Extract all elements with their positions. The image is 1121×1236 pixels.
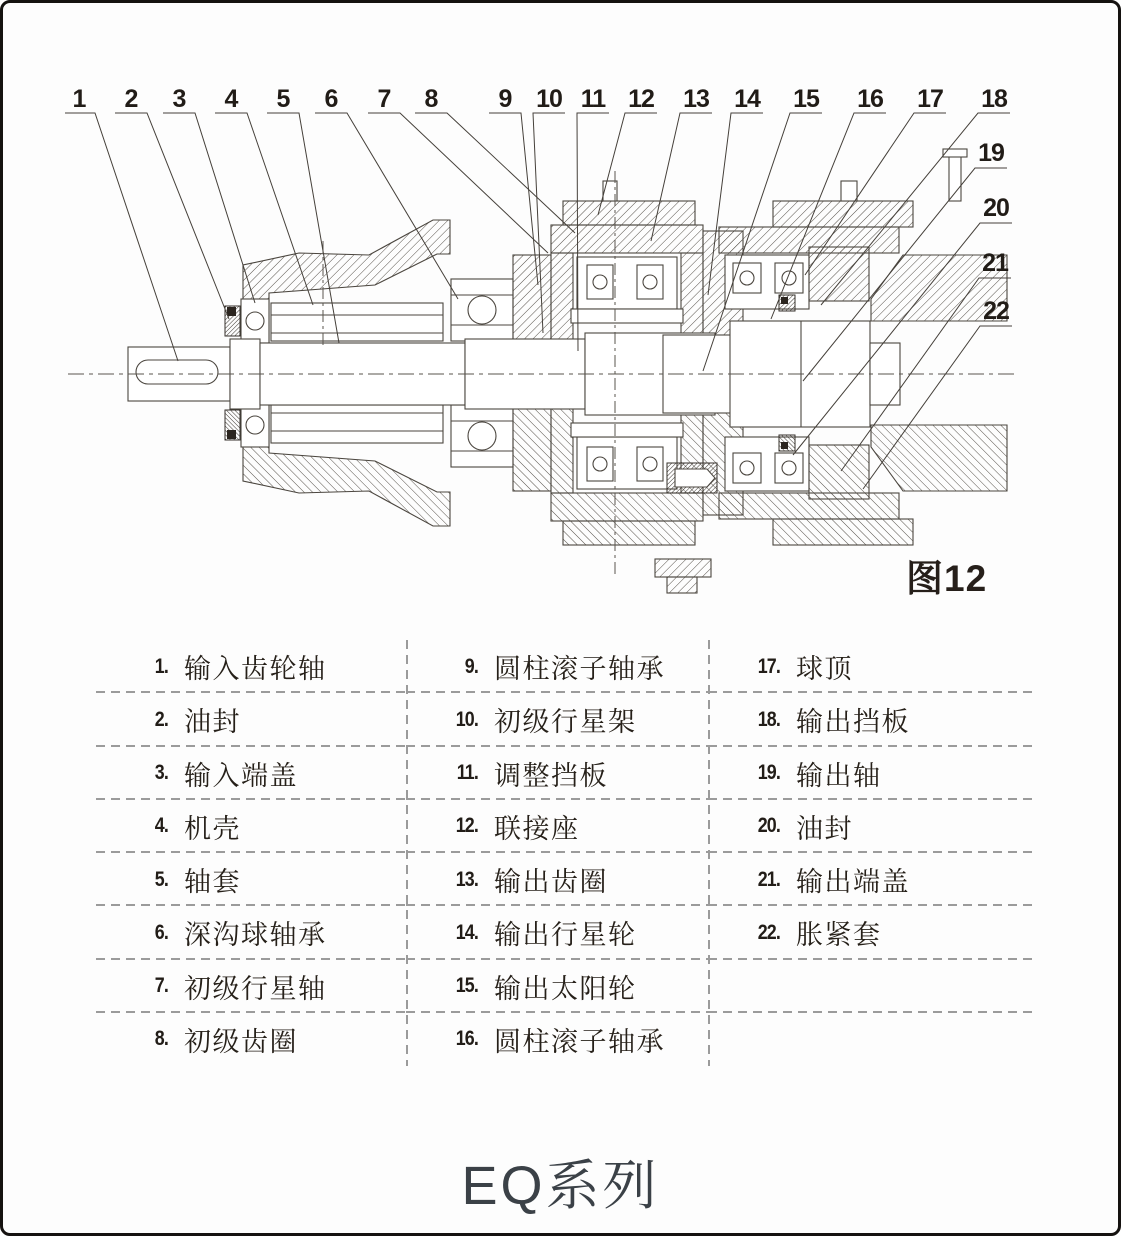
- part-number: 3.: [154, 761, 168, 785]
- part-number: 4.: [154, 814, 168, 838]
- part-row-7: [96, 960, 406, 1013]
- part-row-3: [96, 747, 406, 800]
- callout-5: 5: [276, 85, 290, 113]
- part-number: 14.: [455, 920, 478, 944]
- part-number: 8.: [154, 1027, 168, 1051]
- part-name: 深沟球轴承: [184, 920, 327, 951]
- callout-12: 12: [628, 85, 654, 113]
- part-name: 输出端盖: [796, 867, 910, 898]
- callout-16: 16: [857, 85, 883, 113]
- part-number: 17.: [757, 654, 780, 678]
- part-name: 油封: [796, 813, 853, 844]
- callout-2: 2: [124, 85, 138, 113]
- part-number: 10.: [455, 707, 478, 731]
- part-name: 轴套: [184, 867, 241, 898]
- part-row-18: [708, 693, 1034, 746]
- callout-9: 9: [498, 85, 512, 113]
- callout-4: 4: [224, 85, 238, 113]
- parts-list-table: [96, 640, 1034, 1066]
- part-number: 18.: [757, 707, 780, 731]
- part-row-1: [96, 640, 406, 693]
- part-name: 圆柱滚子轴承: [494, 1026, 665, 1057]
- part-row-19: [708, 747, 1034, 800]
- part-number: 6.: [154, 920, 168, 944]
- callout-1: 1: [72, 85, 86, 113]
- part-name: 输出太阳轮: [494, 973, 637, 1004]
- part-number: 13.: [455, 867, 478, 891]
- part-name: 输出轴: [796, 760, 882, 791]
- part-number: 16.: [455, 1027, 478, 1051]
- part-number: 5.: [154, 867, 168, 891]
- part-name: 输出齿圈: [494, 867, 608, 898]
- callout-21: 21: [982, 249, 1008, 277]
- part-row-17: [708, 640, 1034, 693]
- part-row-15: [406, 960, 708, 1013]
- callout-11: 11: [580, 85, 606, 113]
- part-number: 19.: [757, 761, 780, 785]
- part-row-21: [708, 853, 1034, 906]
- callout-15: 15: [793, 85, 819, 113]
- parts-column-1: [96, 640, 406, 1066]
- part-name: 初级齿圈: [184, 1026, 298, 1057]
- part-row-16: [406, 1013, 708, 1066]
- callout-14: 14: [734, 85, 760, 113]
- part-number: 1.: [154, 654, 168, 678]
- part-row-14: [406, 906, 708, 959]
- part-number: 7.: [154, 974, 168, 998]
- callout-22: 22: [983, 297, 1009, 325]
- part-name: 输出行星轮: [494, 920, 637, 951]
- series-title: EQ系列: [461, 1156, 660, 1216]
- part-number: 21.: [757, 867, 780, 891]
- parts-column-3: [708, 640, 1034, 1066]
- part-name: 初级行星轴: [184, 973, 327, 1004]
- part-name: 圆柱滚子轴承: [494, 654, 665, 685]
- gearbox-cross-section-drawing: [3, 3, 1121, 623]
- part-row-4: [96, 800, 406, 853]
- part-number: 11.: [456, 761, 478, 785]
- part-row-12: [406, 800, 708, 853]
- figure-number-label: 图12: [906, 558, 988, 599]
- part-row-22: [708, 906, 1034, 959]
- part-name: 输入端盖: [184, 760, 298, 791]
- part-row-8: [96, 1013, 406, 1066]
- callout-3: 3: [172, 85, 186, 113]
- part-number: 15.: [455, 974, 478, 998]
- part-row-9: [406, 640, 708, 693]
- part-name: 联接座: [494, 813, 580, 844]
- part-row-2: [96, 693, 406, 746]
- part-row-13: [406, 853, 708, 906]
- part-name: 机壳: [184, 813, 241, 844]
- callout-7: 7: [377, 85, 391, 113]
- part-number: 22.: [757, 920, 780, 944]
- callout-19: 19: [978, 139, 1004, 167]
- part-row-empty-1: [708, 960, 1034, 1013]
- part-row-empty-2: [708, 1013, 1034, 1066]
- callout-8: 8: [424, 85, 438, 113]
- callout-18: 18: [981, 85, 1007, 113]
- part-name: 油封: [184, 707, 241, 738]
- callout-20: 20: [983, 194, 1009, 222]
- part-row-11: [406, 747, 708, 800]
- part-number: 12.: [455, 814, 478, 838]
- part-row-5: [96, 853, 406, 906]
- callout-13: 13: [683, 85, 709, 113]
- part-name: 胀紧套: [796, 920, 882, 951]
- callout-6: 6: [324, 85, 338, 113]
- part-number: 9.: [464, 654, 478, 678]
- part-name: 初级行星架: [494, 707, 637, 738]
- part-number: 20.: [757, 814, 780, 838]
- callout-10: 10: [536, 85, 562, 113]
- part-number: 2.: [154, 707, 168, 731]
- part-row-10: [406, 693, 708, 746]
- part-name: 调整挡板: [494, 760, 608, 791]
- part-name: 球顶: [796, 654, 853, 685]
- part-name: 输入齿轮轴: [184, 654, 327, 685]
- part-row-20: [708, 800, 1034, 853]
- callout-17: 17: [917, 85, 943, 113]
- part-name: 输出挡板: [796, 707, 910, 738]
- part-row-6: [96, 906, 406, 959]
- parts-column-2: [406, 640, 708, 1066]
